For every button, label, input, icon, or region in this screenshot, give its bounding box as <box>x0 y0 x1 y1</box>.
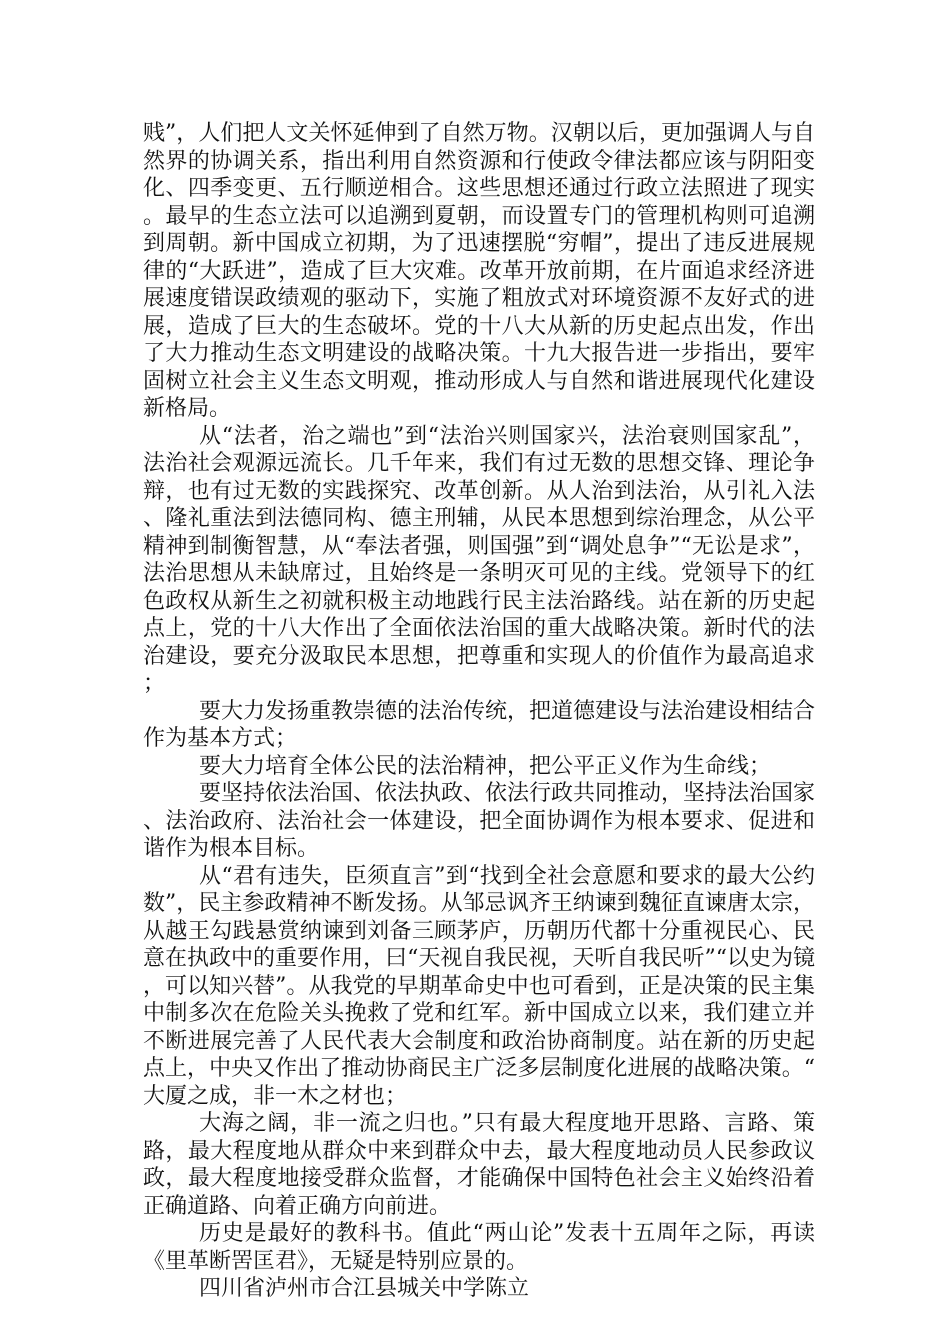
paragraph-4: 要大力培育全体公民的法治精神，把公平正义作为生命线； <box>199 753 772 779</box>
author-line: 四川省泸州市合江县城关中学陈立 <box>199 1276 530 1301</box>
paragraph-2: 从“法者，治之端也”到“法治兴则国家兴，法治衰则国家乱”，法治社会观源远流长。几千年来，我们有过无数的思想交锋、理论争辩，也有过无数的实践探究、改革创新。从人治到法治，从引礼入法、隆礼重法到法德同构、德主刑辅，从民本思想到综治理念，从公平精神到制衡智慧，从“奉法者强，则国强”到“调处息争”“无讼是求”，法治思想从未缺席过，且始终是一条明灭可见的主线。党领导下的红色政权从新生之初就积极主动地践行民主法治路线。站在新的历史起点上，党的十八大作出了全面依法治国的重大战略决策。新时代的法治建设，要充分汲取民本思想，把尊重和实现人的价值作为最高追求； <box>143 423 815 696</box>
paragraph-6: 从“君有违失，臣须直言”到“找到全社会意愿和要求的最大公约数”，民主参政精神不断发扬。从邹忌讽齐王纳谏到魏征直谏唐太宗，从越王勾践悬赏纳谏到刘备三顾茅庐，历朝历代都十分重视民心、民意在执政中的重要作用，曰“天视自我民视，天听自我民听”“以史为镜，可以知兴替”。从我党的早期革命史中也可看到，正是决策的民主集中制多次在危险关头挽救了党和红军。新中国成立以来，我们建立并不断进展完善了人民代表大会制度和政治协商制度。站在新的历史起点上，中央又作出了推动协商民主广泛多层制度化进展的战略决策。“大厦之成，非一木之材也； <box>143 863 815 1109</box>
paragraph-3: 要大力发扬重教崇德的法治传统，把道德建设与法治建设相结合作为基本方式； <box>143 698 816 751</box>
paragraph-5: 要坚持依法治国、依法执政、依法行政共同推动，坚持法治国家、法治政府、法治社会一体建设，把全面协调作为根本要求、促进和谐作为根本目标。 <box>143 781 816 861</box>
paragraph-7: 大海之阔，非一流之归也。”只有最大程度地开思路、言路、策路，最大程度地从群众中来到群众中去，最大程度地动员人民参政议政，最大程度地接受群众监督，才能确保中国特色社会主义始终沿着正确道路、向着正确方向前进。 <box>143 1111 815 1219</box>
paragraph-8: 历史是最好的教科书。值此“两山论”发表十五周年之际，再读《里革断罟匡君》，无疑是特别应景的。 <box>143 1221 815 1274</box>
document-page <box>143 120 815 1303</box>
paragraph-1: 贱”，人们把人文关怀延伸到了自然万物。汉朝以后，更加强调人与自然界的协调关系，指出利用自然资源和行使政令律法都应该与阴阳变化、四季变更、五行顺逆相合。这些思想还通过行政立法照进了现实。最早的生态立法可以追溯到夏朝，而设置专门的管理机构则可追溯到周朝。新中国成立初期，为了迅速摆脱“穷帽”，提出了违反进展规律的“大跃进”，造成了巨大灾难。改革开放前期，在片面追求经济进展速度错误政绩观的驱动下，实施了粗放式对环境资源不友好式的进展，造成了巨大的生态破坏。党的十八大从新的历史起点出发，作出了大力推动生态文明建设的战略决策。十九大报告进一步指出，要牢固树立社会主义生态文明观，推动形成人与自然和谐进展现代化建设新格局。 <box>143 121 815 421</box>
